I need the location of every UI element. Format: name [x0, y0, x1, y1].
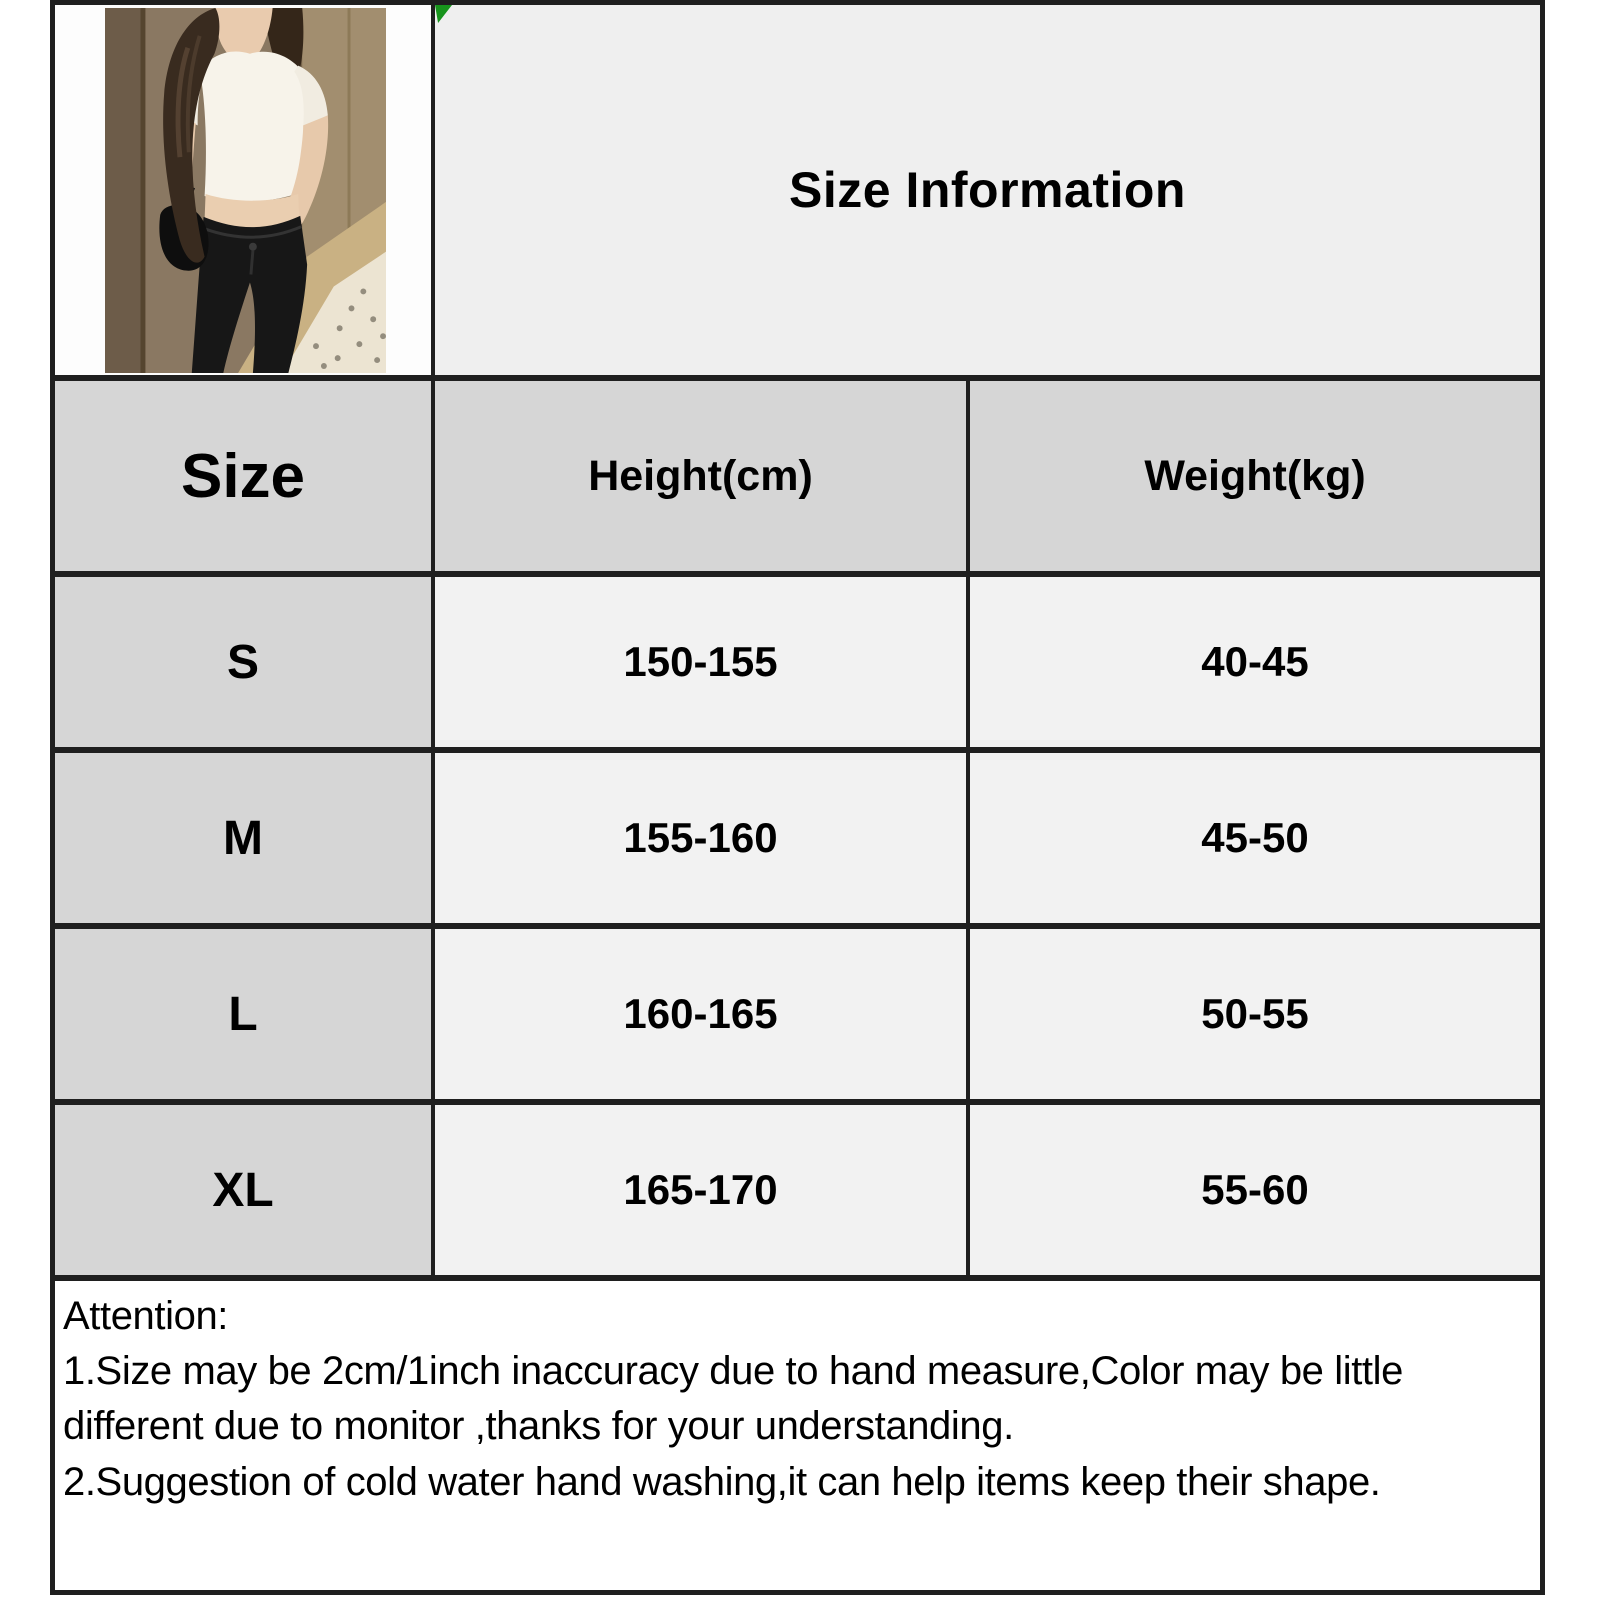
size-chart-sheet	[50, 0, 1545, 1595]
weight-value-m: 45-50	[970, 753, 1540, 923]
height-value-xl: 165-170	[435, 1105, 966, 1275]
height-value-m: 155-160	[435, 753, 966, 923]
size-value-m: M	[55, 753, 431, 923]
attention-note-2: 2.Suggestion of cold water hand washing,it can help items keep their shape.	[63, 1459, 1381, 1504]
size-value-xl: XL	[55, 1105, 431, 1275]
attention-note-1: 1.Size may be 2cm/1inch inaccuracy due to hand measure,Color may be little different due to monitor ,thanks for your understanding.	[63, 1349, 1403, 1449]
product-photo-cell	[55, 5, 431, 375]
weight-value-l: 50-55	[970, 929, 1540, 1099]
size-col-header: Size	[55, 381, 431, 571]
weight-value-xl: 55-60	[970, 1105, 1540, 1275]
size-value-l: L	[55, 929, 431, 1099]
size-value-s: S	[55, 577, 431, 747]
attention-heading: Attention:	[63, 1294, 229, 1338]
title-cell	[435, 5, 1540, 375]
attention-section	[55, 1281, 1540, 1590]
cell-marker-triangle-icon	[435, 5, 452, 23]
weight-value-s: 40-45	[970, 577, 1540, 747]
height-value-s: 150-155	[435, 577, 966, 747]
height-value-l: 160-165	[435, 929, 966, 1099]
model-crop-top	[200, 51, 305, 201]
product-photo-illustration	[105, 8, 386, 373]
weight-col-header: Weight(kg)	[970, 381, 1540, 571]
page-title: Size Information	[789, 162, 1186, 218]
height-col-header: Height(cm)	[435, 381, 966, 571]
